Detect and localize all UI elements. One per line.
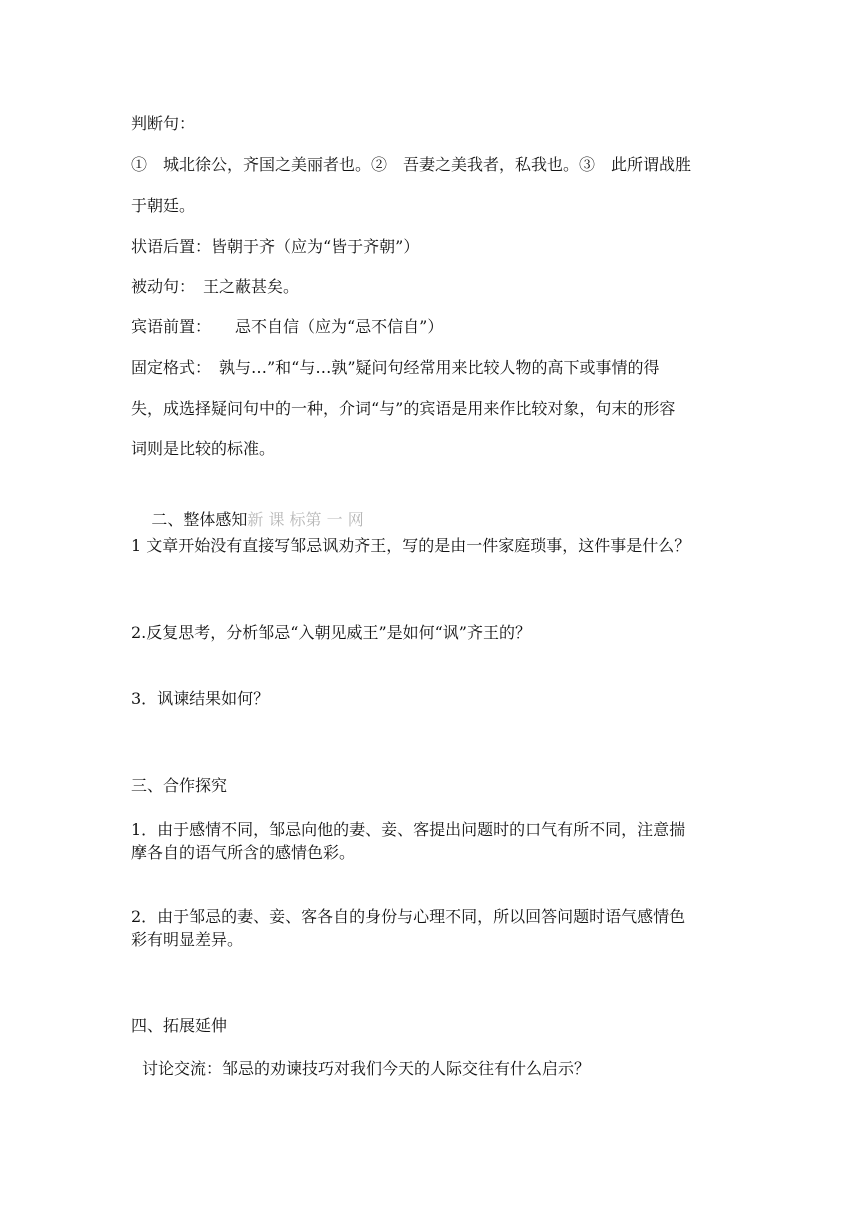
fixed-format-note: 固定格式： 孰与…”和“与…孰”疑问句经常用来比较人物的高下或事情的得: [131, 358, 660, 377]
fixed-format-note-cont1: 失，成选择疑问句中的一种，介词“与”的宾语是用来作比较对象，句末的形容: [131, 399, 676, 418]
judgment-sentence-examples: ① 城北徐公，齐国之美丽者也。② 吾妻之美我者，私我也。③ 此所谓战胜: [131, 155, 692, 174]
discussion-prompt: 讨论交流：邹忌的劝谏技巧对我们今天的人际交往有什么启示？: [142, 1059, 591, 1078]
question-3: 3．讽谏结果如何？: [131, 689, 270, 708]
judgment-sentence-label: 判断句：: [131, 114, 196, 133]
watermark-text: 新 课 标第 一 网: [247, 510, 364, 529]
question-1: 1 文章开始没有直接写邹忌讽劝齐王，写的是由一件家庭琐事，这件事是什么？: [131, 536, 691, 555]
inquiry-item-1-cont: 摩各自的语气所含的感情色彩。: [131, 843, 356, 862]
inquiry-item-2-cont: 彩有明显差异。: [131, 930, 244, 949]
adverbial-postposition-note: 状语后置：皆朝于齐（应为“皆于齐朝”）: [131, 237, 420, 256]
question-2: 2.反复思考，分析邹忌“入朝见威王”是如何“讽”齐王的？: [131, 623, 531, 642]
inquiry-item-1: 1．由于感情不同，邹忌向他的妻、妾、客提出问题时的口气有所不同，注意揣: [131, 820, 686, 839]
inquiry-item-2: 2．由于邹忌的妻、妾、客各自的身份与心理不同，所以回答问题时语气感情色: [131, 907, 686, 926]
judgment-sentence-examples-cont: 于朝廷。: [131, 196, 196, 215]
section-heading-extension: 四、拓展延伸: [131, 1016, 228, 1035]
section-heading-overall-text: 二、整体感知: [151, 510, 248, 529]
fixed-format-note-cont2: 词则是比较的标准。: [131, 439, 276, 458]
section-heading-inquiry: 三、合作探究: [131, 776, 228, 795]
object-preposition-note: 宾语前置： 忌不自信（应为“忌不信自”）: [131, 317, 444, 336]
passive-sentence-note: 被动句： 王之蔽甚矣。: [131, 277, 300, 296]
